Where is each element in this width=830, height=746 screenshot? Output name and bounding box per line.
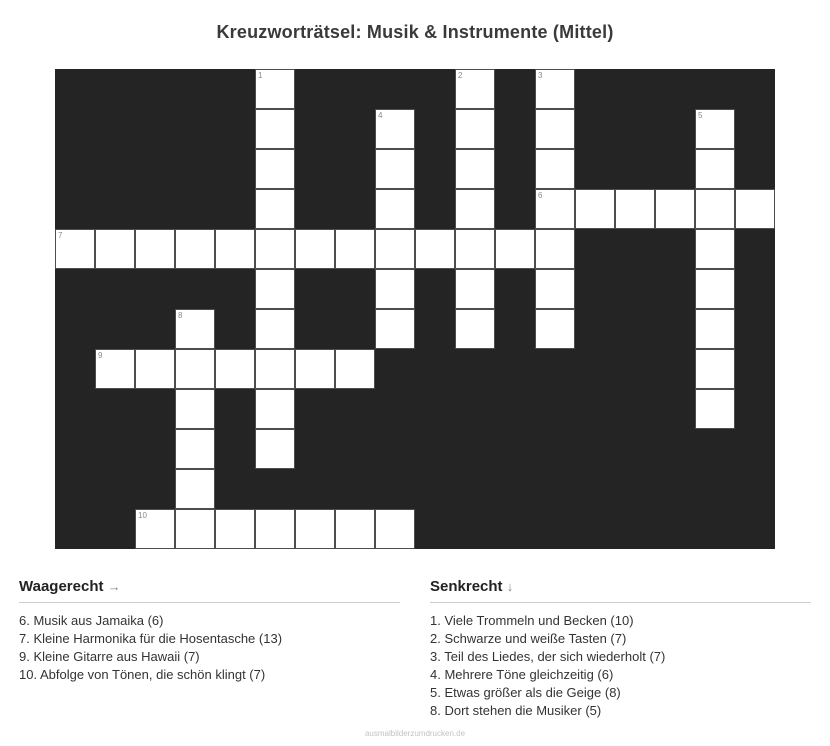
grid-cell[interactable] (95, 229, 135, 269)
cell-number: 6 (538, 191, 543, 200)
grid-cell[interactable] (95, 349, 135, 389)
grid-cell[interactable] (535, 109, 575, 149)
cell-number: 9 (98, 351, 103, 360)
grid-cell[interactable] (535, 229, 575, 269)
grid-cell[interactable] (255, 309, 295, 349)
grid-cell[interactable] (175, 389, 215, 429)
grid-cell[interactable] (135, 509, 175, 549)
clue-item: 7. Kleine Harmonika für die Hosentasche (13) (19, 631, 283, 646)
clue-item: 8. Dort stehen die Musiker (5) (430, 703, 602, 718)
grid-cell[interactable] (695, 269, 735, 309)
grid-cell[interactable] (535, 269, 575, 309)
crossword-grid (55, 69, 775, 549)
grid-cell[interactable] (535, 189, 575, 229)
right-arrow-icon: → (107, 579, 121, 594)
grid-cell[interactable] (135, 349, 175, 389)
grid-cell[interactable] (535, 69, 575, 109)
grid-cell[interactable] (175, 429, 215, 469)
cell-number: 10 (138, 511, 147, 520)
grid-cell[interactable] (695, 189, 735, 229)
grid-cell[interactable] (175, 509, 215, 549)
clue-item: 6. Musik aus Jamaika (6) (19, 613, 164, 628)
cell-number: 2 (458, 71, 463, 80)
across-clue-list (19, 612, 400, 684)
grid-cell[interactable] (215, 229, 255, 269)
grid-cell[interactable] (375, 509, 415, 549)
cell-number: 1 (258, 71, 263, 80)
grid-cell[interactable] (535, 149, 575, 189)
clue-item: 10. Abfolge von Tönen, die schön klingt (7) (19, 667, 266, 682)
grid-cell[interactable] (335, 349, 375, 389)
clue-item: 2. Schwarze und weiße Tasten (7) (430, 631, 627, 646)
page-title: Kreuzworträtsel: Musik & Instrumente (Mittel) (216, 22, 614, 42)
grid-cell[interactable] (415, 229, 455, 269)
clue-item: 9. Kleine Gitarre aus Hawaii (7) (19, 649, 200, 664)
grid-cell[interactable] (455, 149, 495, 189)
cell-number: 8 (178, 311, 183, 320)
down-clues (430, 578, 811, 720)
clue-item: 1. Viele Trommeln und Becken (10) (430, 613, 634, 628)
clues-section (19, 578, 811, 720)
grid-cell[interactable] (295, 229, 335, 269)
down-clue-list (430, 612, 811, 720)
grid-cell[interactable] (375, 149, 415, 189)
grid-cell[interactable] (295, 349, 335, 389)
grid-cell[interactable] (655, 189, 695, 229)
grid-cell[interactable] (255, 429, 295, 469)
grid-cell[interactable] (535, 309, 575, 349)
grid-cell[interactable] (375, 229, 415, 269)
grid-cell[interactable] (455, 269, 495, 309)
grid-cell[interactable] (255, 109, 295, 149)
down-arrow-icon: ↓ (506, 579, 514, 594)
down-heading (430, 578, 811, 603)
grid-cell[interactable] (335, 229, 375, 269)
across-heading-label: Waagerecht (19, 578, 104, 595)
grid-cell[interactable] (175, 229, 215, 269)
grid-cell[interactable] (135, 229, 175, 269)
grid-cell[interactable] (255, 229, 295, 269)
grid-cell[interactable] (575, 189, 615, 229)
down-heading-label: Senkrecht (430, 578, 503, 595)
grid-cell[interactable] (175, 349, 215, 389)
grid-cell[interactable] (255, 269, 295, 309)
across-clues (19, 578, 400, 720)
grid-cell[interactable] (695, 109, 735, 149)
grid-cell[interactable] (735, 189, 775, 229)
grid-cell[interactable] (375, 269, 415, 309)
grid-cell[interactable] (255, 389, 295, 429)
cell-number: 4 (378, 111, 383, 120)
across-heading (19, 578, 400, 603)
grid-cell[interactable] (375, 309, 415, 349)
grid-cell[interactable] (455, 229, 495, 269)
grid-cell[interactable] (175, 309, 215, 349)
grid-cell[interactable] (455, 189, 495, 229)
grid-cell[interactable] (375, 109, 415, 149)
clue-item: 3. Teil des Liedes, der sich wiederholt (7) (430, 649, 666, 664)
grid-cell[interactable] (255, 189, 295, 229)
grid-cell[interactable] (695, 149, 735, 189)
clue-item: 5. Etwas größer als die Geige (8) (430, 685, 621, 700)
grid-cell[interactable] (695, 349, 735, 389)
grid-cell[interactable] (495, 229, 535, 269)
cell-number: 3 (538, 71, 543, 80)
grid-cell[interactable] (455, 309, 495, 349)
grid-cell[interactable] (295, 509, 335, 549)
grid-cell[interactable] (455, 69, 495, 109)
grid-cell[interactable] (695, 389, 735, 429)
cell-number: 7 (58, 231, 63, 240)
grid-cell[interactable] (215, 349, 255, 389)
grid-cell[interactable] (695, 309, 735, 349)
grid-cell[interactable] (335, 509, 375, 549)
clue-item: 4. Mehrere Töne gleichzeitig (6) (430, 667, 614, 682)
grid-cell[interactable] (55, 229, 95, 269)
grid-cell[interactable] (255, 149, 295, 189)
grid-cell[interactable] (215, 509, 255, 549)
grid-cell[interactable] (695, 229, 735, 269)
grid-cell[interactable] (255, 349, 295, 389)
grid-cell[interactable] (255, 69, 295, 109)
grid-cell[interactable] (375, 189, 415, 229)
cell-number: 5 (698, 111, 703, 120)
grid-cell[interactable] (455, 109, 495, 149)
footer-watermark: ausmalbilderzumdrucken.de (364, 729, 466, 738)
grid-cell[interactable] (175, 469, 215, 509)
grid-cell[interactable] (255, 509, 295, 549)
grid-cell[interactable] (615, 189, 655, 229)
